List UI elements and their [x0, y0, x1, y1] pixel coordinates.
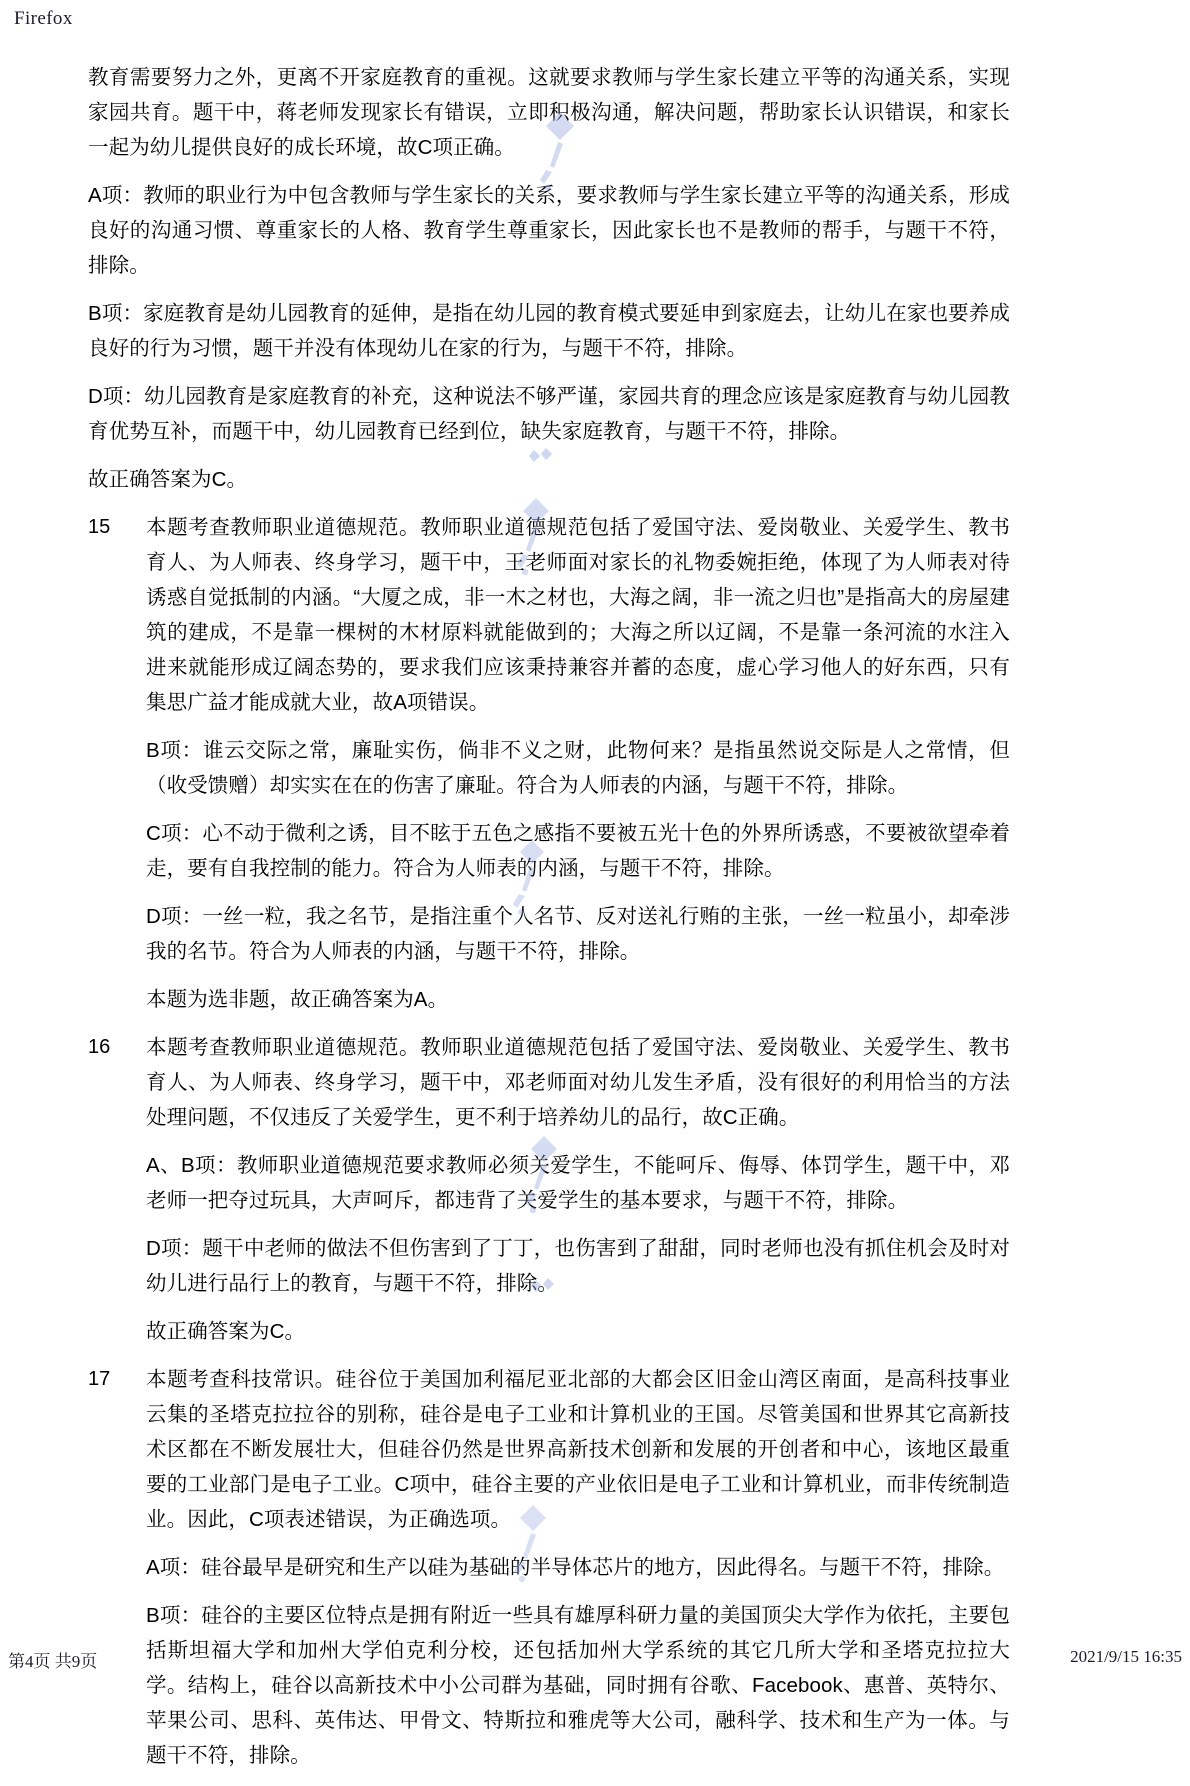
- paragraph: A、B项：教师职业道德规范要求教师必须关爱学生，不能呵斥、侮辱、体罚学生，题干中，邓老师一把夺过玩具，大声呵斥，都违背了关爱学生的基本要求，与题干不符，排除。: [146, 1154, 1010, 1212]
- browser-app-name: Firefox: [14, 8, 73, 29]
- paragraph: C项：心不动于微利之诱，目不眩于五色之感指不要被五光十色的外界所诱惑，不要被欲望牵着走，要有自我控制的能力。符合为人师表的内涵，与题干不符，排除。: [146, 822, 1010, 880]
- question-number: 17: [88, 1368, 111, 1390]
- paragraph: D项：幼儿园教育是家庭教育的补充，这种说法不够严谨，家园共育的理念应该是家庭教育与幼儿园教育优势互补，而题干中，幼儿园教育已经到位，缺失家庭教育，与题干不符，排除。: [88, 385, 1010, 443]
- question-number: 15: [88, 516, 111, 538]
- question-explanation: [146, 1362, 1010, 1773]
- page-number-label: 第4页 共9页: [8, 1652, 98, 1671]
- paragraph: 故正确答案为C。: [146, 1320, 306, 1343]
- paragraph: A项：教师的职业行为中包含教师与学生家长的关系，要求教师与学生家长建立平等的沟通关系，形成良好的沟通习惯、尊重家长的人格、教育学生尊重家长，因此家长也不是教师的帮手，与题干不符，排除。: [88, 184, 1010, 277]
- paragraph: 本题考查科技常识。硅谷位于美国加利福尼亚北部的大都会区旧金山湾区南面，是高科技事业云集的圣塔克拉拉谷的别称，硅谷是电子工业和计算机业的王国。尽管美国和世界其它高新技术区都在不断发展壮大，但硅谷仍然是世界高新技术创新和发展的开创者和中心，该地区最重要的工业部门是电子工业。C项中，硅谷主要的产业依旧是电子工业和计算机业，而非传统制造业。因此，C项表述错误，为正确选项。: [146, 1368, 1010, 1531]
- print-timestamp: 2021/9/15 16:35: [1070, 1647, 1182, 1666]
- paragraph: 本题为选非题，故正确答案为A。: [146, 988, 449, 1011]
- question-number: 16: [88, 1036, 111, 1058]
- paragraph: 故正确答案为C。: [88, 468, 248, 491]
- printed-page-sheet: [0, 46, 1190, 1767]
- paragraph: 本题考查教师职业道德规范。教师职业道德规范包括了爱国守法、爱岗敬业、关爱学生、教书育人、为人师表、终身学习，题干中，邓老师面对幼儿发生矛盾，没有很好的利用恰当的方法处理问题，不仅违反了关爱学生，更不利于培养幼儿的品行，故C正确。: [146, 1036, 1010, 1129]
- question-item: [88, 510, 1010, 1017]
- question-item: [88, 1030, 1010, 1349]
- paragraph: B项：谁云交际之常，廉耻实伤，倘非不义之财，此物何来？是指虽然说交际是人之常情，但（收受馈赠）却实实在在的伤害了廉耻。符合为人师表的内涵，与题干不符，排除。: [146, 739, 1010, 797]
- question-explanation: [146, 510, 1010, 1017]
- paragraph: B项：硅谷的主要区位特点是拥有附近一些具有雄厚科研力量的美国顶尖大学作为依托，主要包括斯坦福大学和加州大学伯克利分校，还包括加州大学系统的其它几所大学和圣塔克拉拉大学。结构上，硅谷以高新技术中小公司群为基础，同时拥有谷歌、Facebook、惠普、英特尔、苹果公司、思科、英伟达、甲骨文、特斯拉和雅虎等大公司，融科学、技术和生产为一体。与题干不符，排除。: [146, 1604, 1010, 1767]
- question-item: [88, 1362, 1010, 1773]
- paragraph: D项：一丝一粒，我之名节，是指注重个人名节、反对送礼行贿的主张，一丝一粒虽小，却牵涉我的名节。符合为人师表的内涵，与题干不符，排除。: [146, 905, 1010, 963]
- paragraph: D项：题干中老师的做法不但伤害到了丁丁，也伤害到了甜甜，同时老师也没有抓住机会及时对幼儿进行品行上的教育，与题干不符，排除。: [146, 1237, 1010, 1295]
- browser-print-header: [0, 0, 1190, 46]
- question-explanation: [146, 1030, 1010, 1349]
- paragraph: 教育需要努力之外，更离不开家庭教育的重视。这就要求教师与学生家长建立平等的沟通关系，实现家园共育。题干中，蒋老师发现家长有错误，立即积极沟通，解决问题，帮助家长认识错误，和家长一起为幼儿提供良好的成长环境，故C项正确。: [88, 66, 1010, 159]
- page-footer: [0, 1647, 1190, 1669]
- document-body: [88, 60, 1010, 1786]
- paragraph: B项：家庭教育是幼儿园教育的延伸，是指在幼儿园的教育模式要延申到家庭去，让幼儿在家也要养成良好的行为习惯，题干并没有体现幼儿在家的行为，与题干不符，排除。: [88, 302, 1010, 360]
- paragraph: A项：硅谷最早是研究和生产以硅为基础的半导体芯片的地方，因此得名。与题干不符，排除。: [146, 1556, 1005, 1579]
- paragraph: 本题考查教师职业道德规范。教师职业道德规范包括了爱国守法、爱岗敬业、关爱学生、教书育人、为人师表、终身学习，题干中，王老师面对家长的礼物委婉拒绝，体现了为人师表对待诱惑自觉抵制的内涵。“大厦之成，非一木之材也，大海之阔，非一流之归也”是指高大的房屋建筑的建成，不是靠一棵树的木材原料就能做到的；大海之所以辽阔，不是靠一条河流的水注入进来就能形成辽阔态势的，要求我们应该秉持兼容并蓄的态度，虚心学习他人的好东西，只有集思广益才能成就大业，故A项错误。: [146, 516, 1010, 714]
